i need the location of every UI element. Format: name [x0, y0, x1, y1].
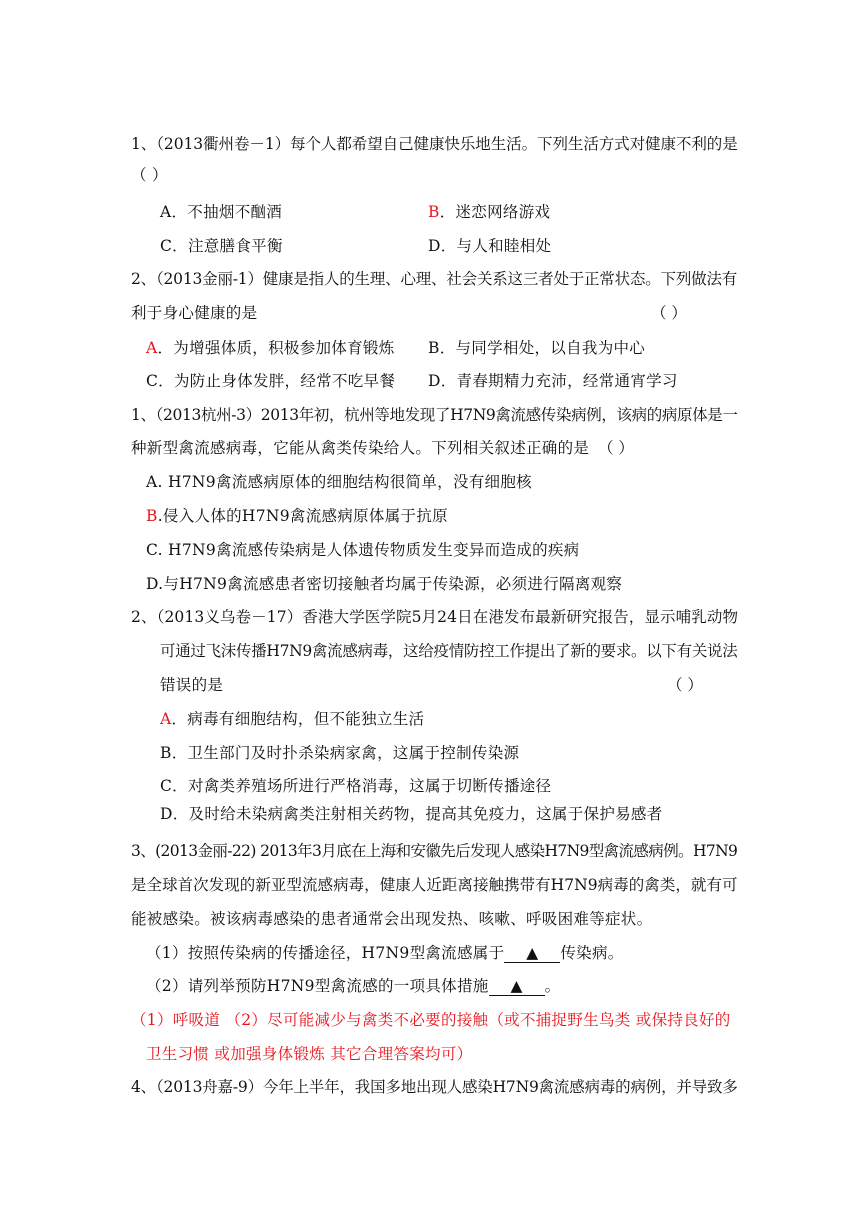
q1-option-b	[428, 202, 550, 222]
q4-option-a-text: ．病毒有细胞结构，但不能独立生活	[171, 710, 425, 728]
q5-sub2-suffix: 。	[544, 977, 561, 995]
q5-subquestion-1	[146, 943, 624, 963]
q4-stem-line1: 2、（2013义乌卷－17）香港大学医学院5月24日在港发布最新研究报告，显示哺乳动物	[131, 608, 739, 626]
q2-option-a	[146, 338, 395, 358]
q5-sub1-answer-blank: ▲	[504, 945, 560, 963]
q3-option-b-letter: B	[146, 507, 158, 525]
q1-option-b-letter: B	[428, 203, 440, 221]
q2-option-a-letter: A	[146, 339, 158, 357]
q2-option-d: D．青春期精力充沛，经常通宵学习	[428, 372, 678, 390]
q5-stem-line1: 3、(2013金丽-22) 2013年3月底在上海和安徽先后发现人感染H7N9型禽流感病例。H7N9	[131, 842, 738, 860]
q5-answer-line2: 卫生习惯 或加强身体锻炼 其它合理答案均可）	[146, 1045, 473, 1063]
q3-stem-line1: 1、（2013杭州-3）2013年初，杭州等地发现了H7N9禽流感传染病例，该病的病原体是一	[131, 406, 738, 424]
q4-stem-line3: 错误的是	[160, 676, 224, 694]
q5-sub1-suffix: 传染病。	[560, 944, 624, 962]
q1-option-b-text: ．迷恋网络游戏	[439, 203, 551, 221]
q2-stem-line1: 2、（2013金丽-1）健康是指人的生理、心理、社会关系这三者处于正常状态。下列做法有	[131, 270, 738, 288]
q4-option-b: B．卫生部门及时扑杀染病家禽，这属于控制传染源	[160, 744, 520, 762]
q4-option-d: D．及时给未染病禽类注射相关药物，提高其免疫力，这属于保护易感者	[160, 805, 663, 823]
q4-option-a	[160, 709, 424, 729]
q5-stem-line3: 能被感染。被该病毒感染的患者通常会出现发热、咳嗽、呼吸困难等症状。	[131, 910, 653, 928]
q3-option-b-text: .侵入人体的H7N9禽流感病原体属于抗原	[157, 507, 448, 525]
q4-option-c: C．对禽类养殖场所进行严格消毒，这属于切断传播途径	[160, 777, 552, 795]
q3-option-b	[146, 506, 448, 526]
q4-stem-line2: 可通过飞沫传播H7N9禽流感病毒，这给疫情防控工作提出了新的要求。以下有关说法	[160, 642, 738, 660]
q2-answer-paren: （ ）	[651, 304, 687, 322]
q5-stem-line2: 是全球首次发现的新亚型流感病毒，健康人近距离接触携带有H7N9病毒的禽类，就有可	[131, 876, 738, 894]
q2-option-b: B．与同学相处，以自我为中心	[428, 339, 646, 357]
q5-answer-line1: （1）呼吸道 （2）尽可能减少与禽类不必要的接触（或不捕捉野生鸟类 或保持良好的	[131, 1011, 731, 1029]
q1-stem: 1、（2013衢州卷－1）每个人都希望自己健康快乐地生活。下列生活方式对健康不利的是	[131, 135, 738, 153]
q4-answer-paren: （ ）	[667, 676, 703, 694]
q2-option-c: C．为防止身体发胖，经常不吃早餐	[146, 372, 396, 390]
q3-option-d: D.与H7N9禽流感患者密切接触者均属于传染源，必须进行隔离观察	[146, 575, 623, 593]
q3-answer-paren: （ ）	[598, 439, 634, 457]
q6-stem-line1: 4、（2013舟嘉-9）今年上半年，我国多地出现人感染H7N9禽流感病毒的病例，并导致多	[131, 1078, 738, 1096]
q3-stem-line2: 种新型禽流感病毒，它能从禽类传染给人。下列相关叙述正确的是	[131, 439, 590, 457]
q5-sub1-prefix: （1）按照传染病的传播途径，H7N9型禽流感属于	[146, 944, 505, 962]
q3-option-a: A. H7N9禽流感病原体的细胞结构很简单，没有细胞核	[146, 473, 532, 491]
q4-option-a-letter: A	[160, 710, 172, 728]
q1-option-c: C．注意膳食平衡	[160, 237, 283, 255]
q1-option-d: D．与人和睦相处	[428, 237, 552, 255]
q1-answer-paren: （ ）	[131, 166, 168, 184]
q5-subquestion-2	[146, 976, 560, 996]
q2-stem-line2: 利于身心健康的是	[131, 304, 258, 322]
q5-sub2-prefix: （2）请列举预防H7N9型禽流感的一项具体措施	[146, 977, 489, 995]
q2-option-a-text: ．为增强体质，积极参加体育锻炼	[157, 339, 395, 357]
q1-option-a: A．不抽烟不酗酒	[160, 203, 283, 221]
q3-option-c: C. H7N9禽流感传染病是人体遗传物质发生变异而造成的疾病	[146, 541, 580, 559]
q5-sub2-answer-blank: ▲	[489, 978, 545, 996]
